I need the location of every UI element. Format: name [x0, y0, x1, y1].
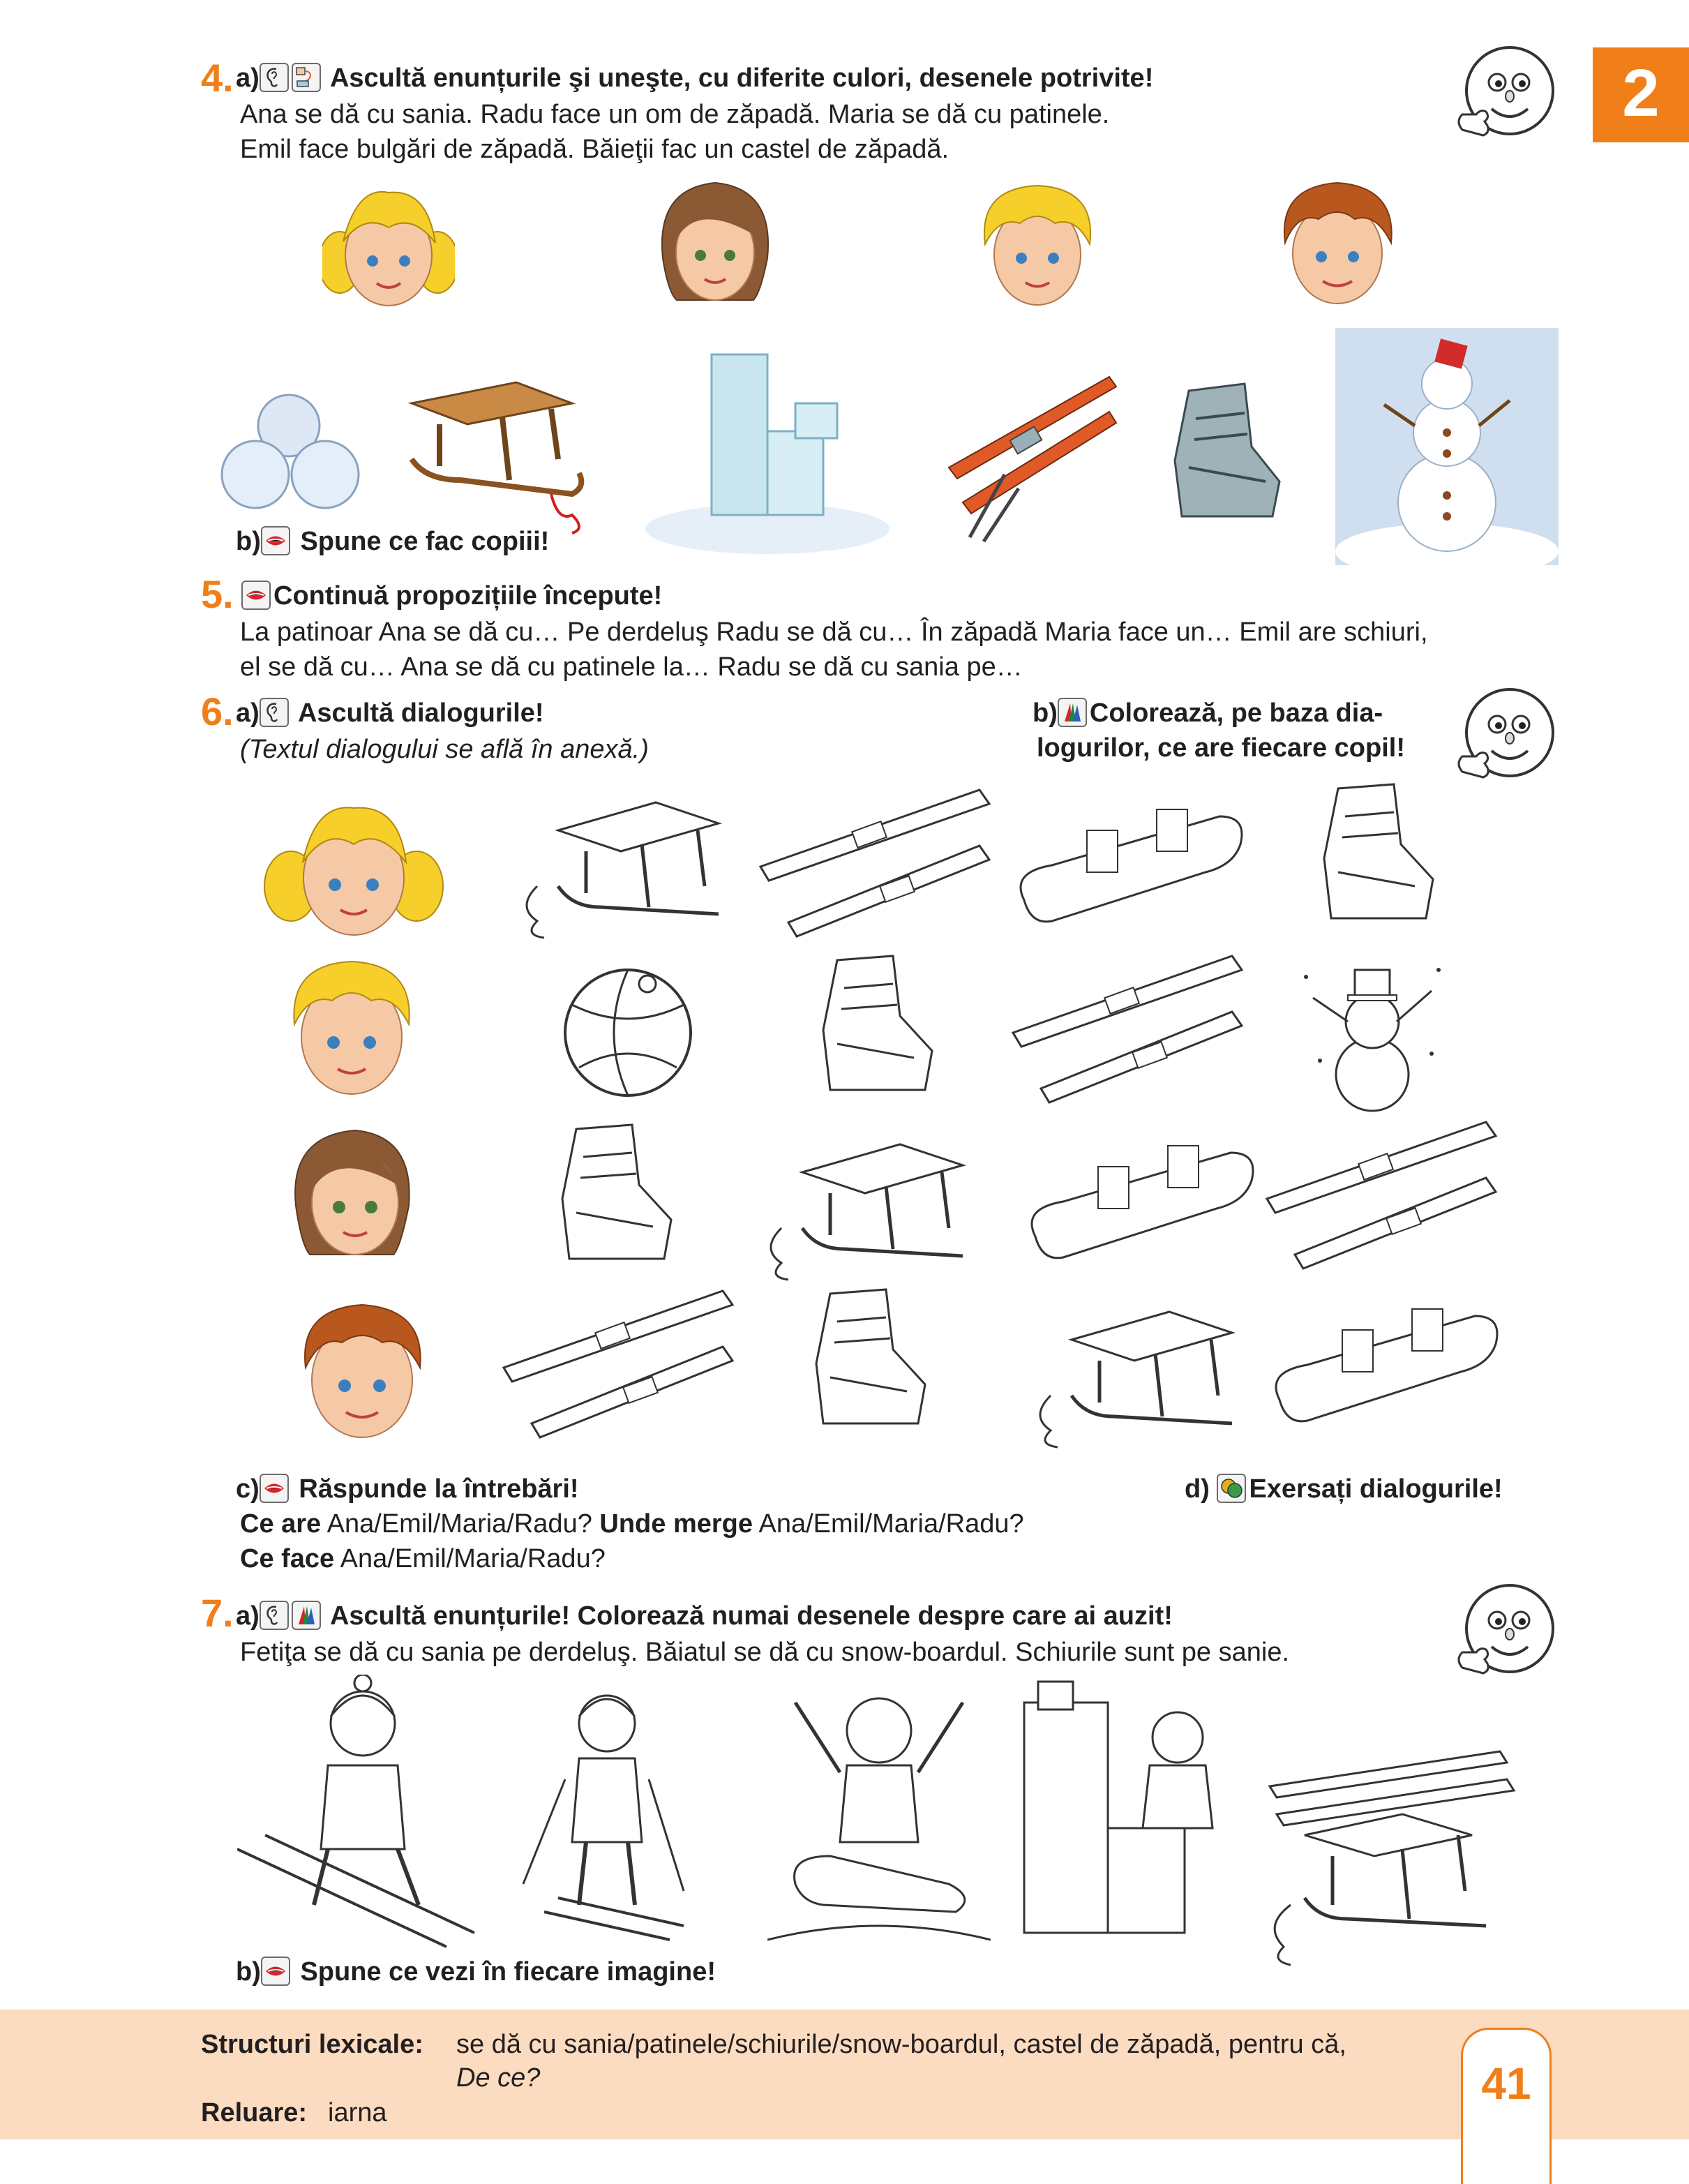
role-play-masks-icon: [1217, 1474, 1246, 1503]
exercise-4-number: 4.: [201, 56, 234, 100]
ski-boot-image: [1161, 377, 1286, 530]
exercise-7a-label: a): [236, 1601, 260, 1631]
exercise-7b-label: b): [236, 1957, 261, 1987]
grid-face-emil: [275, 955, 428, 1101]
page-number-box: [1461, 2028, 1552, 2184]
exercise-5-text-line-1: La patinoar Ana se dă cu… Pe derdeluş Radu se dă cu… În zăpadă Maria face un… Emil are schiuri,: [240, 618, 1428, 647]
grid-skis-outline: [500, 1284, 737, 1444]
exercise-5-heading: [241, 579, 662, 613]
exercise-6a-heading: [236, 696, 544, 730]
exercise-4b-label: b): [236, 527, 261, 556]
wooden-sled-image: [398, 375, 593, 536]
grid-ski-boot-outline: [548, 1122, 681, 1269]
snow-castle-image: [642, 341, 893, 557]
grid-ski-boot-outline: [1310, 781, 1443, 928]
structuri-lexicale-label: Structuri lexicale:: [201, 2030, 423, 2059]
listen-icon: [260, 1601, 289, 1630]
smiley-thumbs-up-icon: [1447, 684, 1559, 795]
exercise-6a-label: a): [236, 698, 260, 728]
speak-mouth-icon: [261, 1957, 290, 1986]
grid-snowboard-outline: [1021, 1125, 1259, 1271]
exercise-4a-title: Ascultă enunțurile şi uneşte, cu diferite culori, desenele potrivite!: [329, 63, 1154, 93]
exercise-7-text-line-1: Fetiţa se dă cu sania pe derdeluş. Băiatul se dă cu snow-boardul. Schiurile sunt pe sanie.: [240, 1638, 1290, 1667]
structuri-lexicale-text: se dă cu sania/patinele/schiurile/snow-boardul, castel de zăpadă, pentru că,: [456, 2030, 1346, 2059]
question-1-bold: Ce are: [240, 1509, 322, 1539]
page-number: 41: [1481, 2058, 1531, 2109]
exercise-5-title: Continuă propozițiile începute!: [273, 581, 663, 611]
skis-and-poles-image: [942, 363, 1123, 544]
smiley-thumbs-up-icon: [1447, 42, 1559, 154]
grid-snowman-outline: [1292, 949, 1452, 1116]
grid-ski-boot-outline: [809, 953, 942, 1100]
exercise-6c-questions-line-1: [240, 1507, 1024, 1541]
exercise-7a-title: Ascultă enunțurile! Colorează numai desenele despre care ai auzit!: [329, 1601, 1173, 1631]
face-ana-blonde-pigtails: [322, 179, 455, 318]
face-radu-red-hair: [1271, 173, 1404, 313]
grid-sled-outline: [516, 788, 733, 942]
exercise-6a-title: Ascultă dialogurile!: [297, 698, 544, 728]
chapter-number: 2: [1622, 56, 1660, 130]
exercise-4a-heading: [236, 61, 1153, 95]
exercise-4b-title: Spune ce fac copiii!: [300, 527, 550, 556]
exercise-6a-note: (Textul dialogului se află în anexă.): [240, 735, 649, 764]
color-pencils-icon: [292, 1601, 321, 1630]
exercise-7b-title: Spune ce vezi în fiecare imagine!: [300, 1957, 716, 1987]
chapter-tab: [1593, 47, 1689, 142]
exercise-6-number: 6.: [201, 689, 234, 733]
question-3-rest: Ana/Emil/Maria/Radu?: [334, 1544, 606, 1573]
grid-face-radu: [289, 1298, 435, 1444]
scene-snow-castle-child: [1010, 1675, 1226, 1954]
exercise-7b-heading: [236, 1955, 716, 1989]
grid-ball-outline: [551, 963, 705, 1102]
speak-mouth-icon: [260, 1474, 289, 1503]
grid-skis-outline: [1009, 949, 1246, 1109]
exercise-6b-title-line-1: Colorează, pe baza dia-: [1089, 698, 1383, 728]
grid-ski-boot-outline: [802, 1287, 935, 1433]
question-2-bold: Unde merge: [599, 1509, 753, 1539]
exercise-4-text-line-1: Ana se dă cu sania. Radu face un om de zăpadă. Maria se dă cu patinele.: [240, 100, 1110, 129]
grid-skis-outline: [1263, 1115, 1500, 1276]
exercise-4a-label: a): [236, 63, 260, 93]
exercise-6c-title: Răspunde la întrebări!: [299, 1474, 579, 1504]
face-maria-brown-hair: [656, 174, 774, 314]
scene-girl-on-sled: [237, 1675, 488, 1954]
grid-snowboard-outline: [1010, 788, 1247, 935]
question-3-bold: Ce face: [240, 1544, 335, 1573]
color-pencils-icon: [1058, 698, 1087, 727]
grid-skis-outline: [756, 783, 993, 943]
scene-skis-on-sled: [1263, 1744, 1521, 1968]
question-1-rest: Ana/Emil/Maria/Radu?: [321, 1509, 600, 1539]
exercise-4-text-line-2: Emil face bulgări de zăpadă. Băieţii fac un castel de zăpadă.: [240, 135, 949, 164]
smiley-thumbs-up-icon: [1447, 1580, 1559, 1691]
exercise-5-text-line-2: el se dă cu… Ana se dă cu patinele la… Radu se dă cu sania pe…: [240, 652, 1023, 682]
reluare-text: iarna: [328, 2098, 387, 2127]
exercise-6c-heading: [236, 1472, 579, 1506]
grid-face-ana: [260, 795, 448, 949]
exercise-6b-title-line-2: logurilor, ce are fiecare copil!: [1037, 733, 1405, 763]
reluare-label: Reluare:: [201, 2098, 308, 2127]
grid-face-maria: [289, 1122, 421, 1269]
exercise-6b-label: b): [1033, 698, 1058, 728]
grid-snowboard-outline: [1266, 1288, 1503, 1435]
exercise-6c-label: c): [236, 1474, 260, 1504]
structuri-lexicale-text-line-2: De ce?: [456, 2063, 541, 2093]
listen-icon: [260, 698, 289, 727]
exercise-5-number: 5.: [201, 572, 234, 616]
scene-boy-snowboarding: [767, 1675, 991, 1954]
exercise-4b-heading: [236, 525, 549, 558]
question-2-rest: Ana/Emil/Maria/Radu?: [753, 1509, 1024, 1539]
face-emil-blonde: [971, 174, 1104, 314]
scene-boy-skiing: [516, 1682, 698, 1947]
exercise-6c-questions-line-2: [240, 1542, 606, 1576]
exercise-7a-heading: [236, 1599, 1173, 1633]
listen-icon: [260, 63, 289, 92]
exercise-7-number: 7.: [201, 1591, 234, 1635]
snowballs-image: [219, 391, 366, 516]
speak-mouth-icon: [241, 581, 271, 610]
exercise-6d-label: d): [1185, 1474, 1210, 1504]
connect-lines-icon: [292, 63, 321, 92]
grid-sled-outline: [760, 1130, 977, 1284]
snowman-image: [1335, 328, 1559, 565]
speak-mouth-icon: [261, 526, 290, 555]
grid-sled-outline: [1030, 1298, 1246, 1451]
exercise-6b-heading: [1033, 696, 1383, 730]
exercise-6d-title: Exersați dialogurile!: [1249, 1474, 1503, 1504]
exercise-6d-heading: [1185, 1472, 1503, 1506]
